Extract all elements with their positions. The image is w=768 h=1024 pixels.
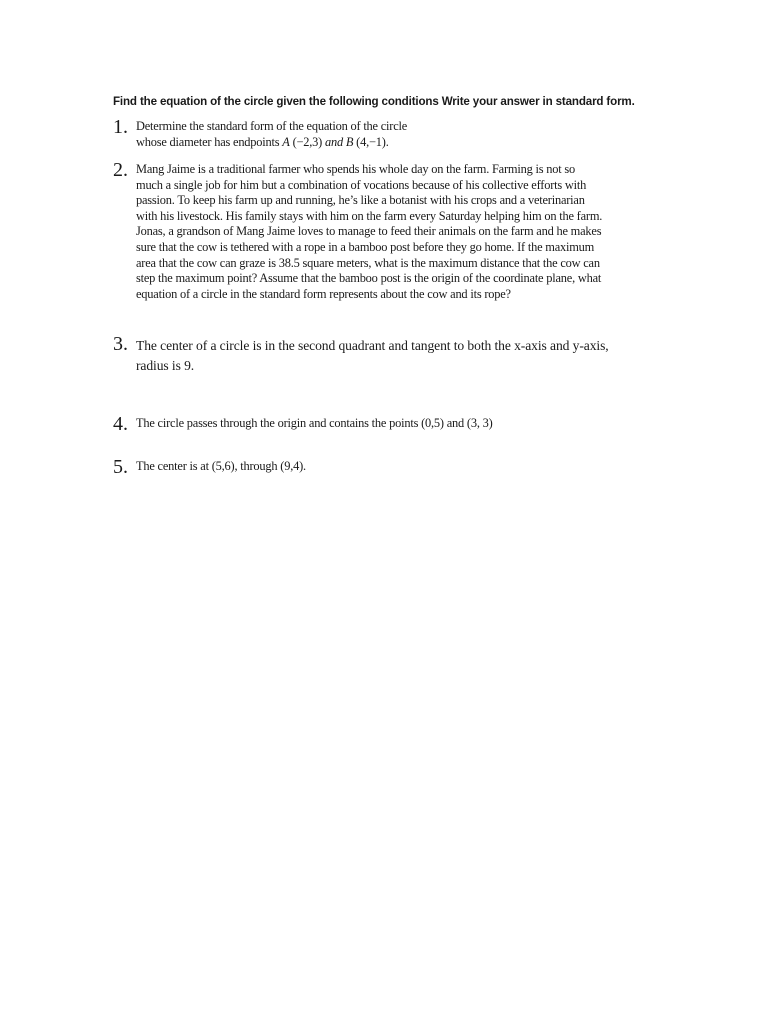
- problem-text: [136, 459, 681, 475]
- problem-text: [136, 416, 681, 432]
- problem-line: [136, 135, 681, 151]
- problem-line: step the maximum point? Assume that the bamboo post is the origin of the coordinate plane, what: [136, 271, 602, 286]
- problem-line: Mang Jaime is a traditional farmer who spends his whole day on the farm. Farming is not so: [136, 162, 575, 176]
- point-b-coords: (4,−1).: [353, 134, 389, 149]
- problem-line: area that the cow can graze is 38.5 square meters, what is the maximum distance that the cow can: [136, 255, 600, 270]
- point-b-label: B: [343, 134, 354, 149]
- problem-line: The circle passes through the origin and contains the points (0,5) and (3, 3): [136, 416, 493, 430]
- problem-text: [136, 336, 681, 375]
- problem-line: Determine the standard form of the equation of the circle: [136, 119, 408, 133]
- problem-line: sure that the cow is tethered with a rope in a bamboo post before they go home. If the maximum: [136, 239, 595, 254]
- problem-line: The center is at (5,6), through (9,4).: [136, 459, 306, 473]
- problem-line: radius is 9.: [136, 357, 195, 373]
- problem-number: 2.: [113, 159, 128, 181]
- problem-line: The center of a circle is in the second quadrant and tangent to both the x-axis and y-axis,: [136, 338, 609, 353]
- problem-text: [136, 119, 681, 150]
- instructions-heading: Find the equation of the circle given the following conditions Write your answer in standard form.: [113, 95, 635, 108]
- and-word: and: [325, 134, 343, 149]
- problem-line: Jonas, a grandson of Mang Jaime loves to manage to feed their animals on the farm and he makes: [136, 224, 602, 239]
- problem-number: 4.: [113, 413, 128, 435]
- problem-number: 1.: [113, 116, 128, 138]
- point-a-coords: (−2,3): [289, 134, 325, 149]
- problem-line: with his livestock. His family stays with him on the farm every Saturday helping him on the farm.: [136, 208, 603, 223]
- problem-number: 5.: [113, 456, 128, 478]
- problem-line: passion. To keep his farm up and running, he’s like a botanist with his crops and a veterinarian: [136, 193, 585, 208]
- problem-line: equation of a circle in the standard form represents about the cow and its rope?: [136, 286, 511, 301]
- point-a-label: A: [282, 134, 290, 149]
- problem-line: much a single job for him but a combination of vocations because of his collective efforts with: [136, 177, 587, 192]
- problem-text: [136, 162, 681, 302]
- problem-number: 3.: [113, 333, 128, 355]
- problem-line-text: whose diameter has endpoints: [136, 134, 283, 149]
